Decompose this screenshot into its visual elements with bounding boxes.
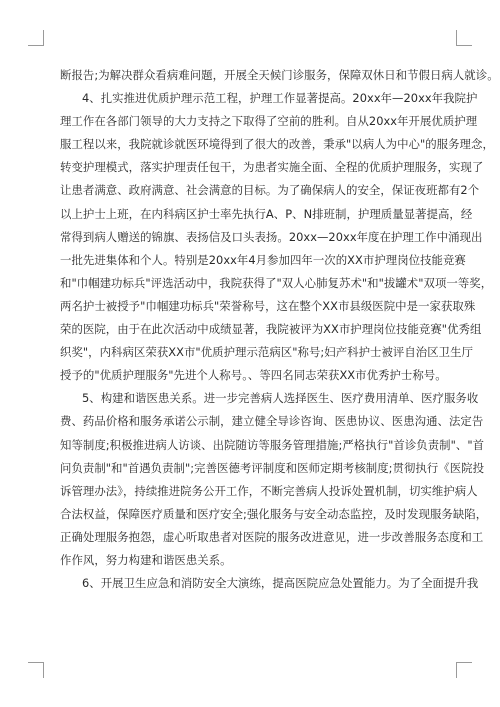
text-line: 5、构建和谐医患关系。进一步完善病人选择医生、医疗费用清单、医疗服务收 xyxy=(82,391,479,406)
text-line: 授予的"优质护理服务"先进个人称号。、等四名同志荣获XX市优秀护士称号。 xyxy=(60,368,447,383)
text-line: 4、扎实推进优质护理示范工程，护理工作显著提高。20xx年—20xx年我院护 xyxy=(82,91,478,106)
text-line: 理工作在各部门领导的大力支持之下取得了空前的胜利。自从20xx年开展优质护理 xyxy=(60,114,478,129)
text-line: 断报告;为解决群众看病难问题，开展全天候门诊服务，保障双休日和节假日病人就诊。 xyxy=(60,68,499,82)
text-line: 6、开展卫生应急和消防安全大演练，提高医院应急处置能力。为了全面提升我 xyxy=(82,576,479,591)
text-line: 知等制度;积极推进病人访谈、出院随访等服务管理措施;严格执行"首诊负责制"、"首 xyxy=(60,437,485,452)
document-body xyxy=(60,64,499,595)
crop-mark-bottom-left xyxy=(28,662,44,678)
crop-mark-bottom-right xyxy=(456,662,472,678)
crop-mark-top-right xyxy=(456,30,472,46)
text-line: 一批先进集体和个人。特别是20xx年4月参加四年一次的XX市护理岗位技能竞赛 xyxy=(60,252,466,267)
crop-mark-top-left xyxy=(28,30,44,46)
text-line: 转变护理模式，落实护理责任包干，为患者实施全面、全程的优质护理服务，实现了 xyxy=(60,160,484,175)
text-line: 和"巾帼建功标兵"评选活动中，我院获得了"双人心肺复苏术"和"拔罐术"双项一等奖， xyxy=(60,275,493,290)
text-line: 正确处理服务抱怨，虚心听取患者对医院的服务改进意见，进一步改善服务态度和工 xyxy=(60,529,484,544)
text-line: 让患者满意、政府满意、社会满意的目标。为了确保病人的安全，保证夜班都有2个 xyxy=(60,183,480,198)
text-line: 合法权益，保障医疗质量和医疗安全;强化服务与安全动态监控，及时发现服务缺陷， xyxy=(60,506,488,521)
text-line: 问负责制"和"首遇负责制";完善医德考评制度和医师定期考核制度;贯彻执行《医院投 xyxy=(60,460,485,475)
text-line: 以上护士上班，在内科病区护士率先执行A、P、N排班制，护理质量显著提高，经 xyxy=(60,206,473,221)
text-line: 诉管理办法》，持续推进院务公开工作，不断完善病人投诉处置机制，切实维护病人 xyxy=(60,483,478,498)
text-line: 费、药品价格和服务承诺公示制，建立健全导诊咨询、医患协议、医患沟通、法定告 xyxy=(60,414,484,429)
text-line: 服工程以来，我院就诊就医环境得到了很大的改善，秉承"以病人为中心"的服务理念， xyxy=(60,137,494,152)
text-line: 常得到病人赠送的锦旗、表扬信及口头表扬。20xx—20xx年度在护理工作中涌现出 xyxy=(60,229,483,244)
text-line: 作作风，努力构建和谐医患关系。 xyxy=(60,552,232,567)
text-line: 荣的医院，由于在此次活动中成绩显著，我院被评为XX市护理岗位技能竞赛"优秀组 xyxy=(60,322,482,337)
text-line: 织奖"，内科病区荣获XX市"优质护理示范病区"称号;妇产科护士被评自治区卫生厅 xyxy=(60,345,474,360)
text-line: 两名护士被授予"巾帼建功标兵"荣誉称号，这在整个XX市县级医院中是一家获取殊 xyxy=(60,298,476,313)
